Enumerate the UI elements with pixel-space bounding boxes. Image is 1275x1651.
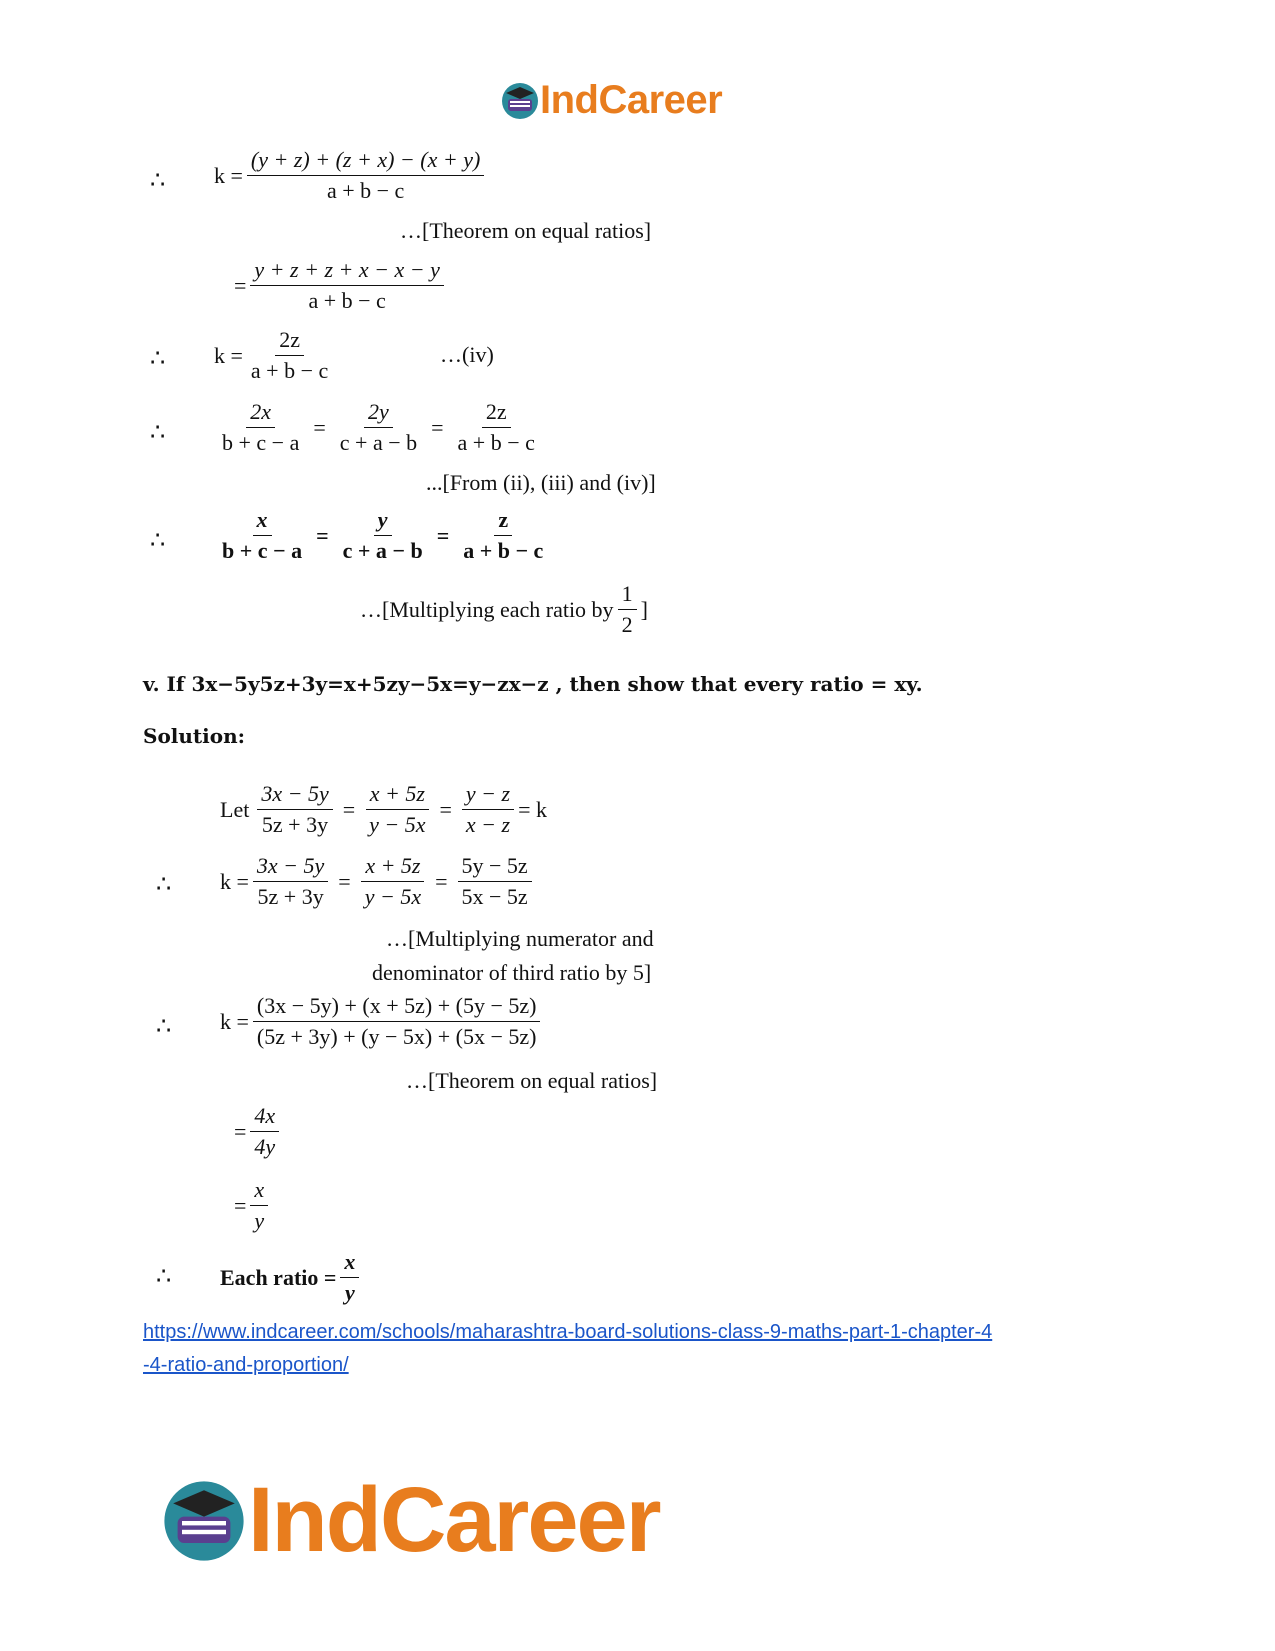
denominator: y − 5x — [369, 812, 426, 838]
note-multiplying-half — [360, 582, 648, 637]
fraction — [336, 400, 421, 455]
note-theorem-1: …[Theorem on equal ratios] — [400, 218, 652, 243]
graduation-book-icon — [500, 81, 540, 121]
let-equation — [220, 782, 547, 837]
numerator: (y + z) + (z + x) − (x + y) — [247, 148, 484, 176]
numerator: 5y − 5z — [458, 854, 532, 882]
ratios-2x-2y-2z — [214, 400, 543, 455]
numerator: (3x − 5y) + (x + 5z) + (5y − 5z) — [253, 994, 541, 1022]
denominator: b + c − a — [222, 430, 300, 456]
numerator: y + z + z + x − x − y — [250, 258, 443, 286]
note-theorem-2: …[Theorem on equal ratios] — [406, 1068, 658, 1093]
brand-name: IndCareer — [540, 78, 723, 122]
equals-sign: = — [316, 522, 329, 548]
therefore-symbol: ∴ — [156, 1264, 172, 1290]
numerator: z — [494, 508, 512, 536]
brand-logo-bottom — [160, 1468, 660, 1573]
denominator: 4y — [254, 1134, 276, 1160]
equals-sign: = — [342, 796, 356, 822]
numerator: 2y — [364, 400, 393, 428]
numerator: y − z — [462, 782, 514, 810]
fraction — [454, 400, 539, 455]
equals-sign: = — [234, 1118, 247, 1144]
denominator: y — [345, 1280, 355, 1306]
solution-label: Solution: — [143, 724, 246, 748]
therefore-symbol: ∴ — [156, 1014, 172, 1040]
numerator: 4x — [250, 1104, 279, 1132]
therefore-symbol: ∴ — [150, 168, 166, 194]
denominator: a + b − c — [457, 430, 535, 456]
numerator: 2z — [482, 400, 511, 428]
numerator: 2x — [246, 400, 275, 428]
numerator: 2z — [275, 328, 304, 356]
denominator: a + b − c — [463, 538, 544, 564]
question-v: v. If 3x−5y5z+3y=x+5zy−5x=y−zx−z , then show that every ratio = xy. — [143, 672, 923, 696]
fraction — [247, 328, 332, 383]
fraction — [250, 258, 443, 313]
equals-sign: = — [234, 272, 247, 298]
equation-tag-iv: …(iv) — [440, 342, 494, 367]
numerator: x + 5z — [366, 782, 429, 810]
fraction — [462, 782, 514, 837]
therefore-symbol: ∴ — [150, 346, 166, 372]
each-ratio-label: Each ratio = — [220, 1264, 337, 1290]
equals-sign: = — [338, 868, 351, 894]
note-from-ii-iii-iv: ...[From (ii), (iii) and (iv)] — [426, 470, 656, 495]
fraction-half — [618, 582, 637, 637]
denominator: 5z + 3y — [261, 812, 329, 838]
fraction — [361, 854, 425, 909]
fraction — [250, 1178, 268, 1233]
fraction — [257, 782, 332, 837]
equals-sign: = — [435, 868, 448, 894]
fraction — [458, 854, 532, 909]
equals-sign: = — [439, 796, 452, 822]
note-mult-line-2: denominator of third ratio by 5] — [372, 960, 652, 985]
numerator: 1 — [618, 582, 637, 610]
denominator: (5z + 3y) + (y − 5x) + (5x − 5z) — [256, 1024, 537, 1050]
fraction — [339, 508, 427, 563]
denominator: 5z + 3y — [257, 884, 324, 910]
fraction — [340, 1250, 359, 1305]
fraction — [247, 148, 484, 203]
k-label: k = — [220, 1008, 249, 1034]
fraction — [459, 508, 547, 563]
ratio-x-y — [234, 1178, 272, 1233]
equals-sign: = — [313, 414, 326, 440]
source-link[interactable] — [143, 1316, 1103, 1382]
denominator: a + b − c — [250, 358, 329, 384]
note-mult-line-1: …[Multiplying numerator and — [386, 926, 654, 951]
k-label: k = — [214, 162, 243, 188]
k-label: k = — [214, 342, 243, 368]
denominator: a + b − c — [326, 178, 405, 204]
source-link-line-2[interactable]: -4-ratio-and-proportion/ — [143, 1354, 349, 1376]
denominator: x − z — [465, 812, 511, 838]
therefore-symbol: ∴ — [150, 420, 166, 446]
fraction — [218, 508, 306, 563]
close-bracket: ] — [640, 596, 648, 622]
equals-sign: = — [431, 414, 444, 440]
denominator: y — [254, 1208, 265, 1234]
k-equation-1 — [214, 148, 488, 203]
brand-name: IndCareer — [248, 1469, 660, 1571]
denominator: b + c − a — [222, 538, 303, 564]
fraction — [253, 854, 328, 909]
note-text: …[Multiplying each ratio by — [360, 596, 614, 622]
ratio-4x-4y — [234, 1104, 283, 1159]
let-label: Let — [220, 796, 250, 822]
denominator: 2 — [621, 612, 633, 638]
numerator: x + 5z — [361, 854, 424, 882]
therefore-symbol: ∴ — [156, 872, 172, 898]
numerator: x — [340, 1250, 359, 1278]
final-ratios-x-y-z — [214, 508, 551, 563]
k-label: k = — [220, 868, 249, 894]
numerator: x — [250, 1178, 268, 1206]
graduation-book-icon — [160, 1477, 248, 1565]
k-equation-2 — [220, 854, 536, 909]
fraction — [218, 400, 303, 455]
k-sum-equation — [220, 994, 544, 1049]
equals-k: = k — [518, 796, 548, 822]
denominator: c + a − b — [342, 538, 423, 564]
numerator: y — [374, 508, 392, 536]
equals-sign: = — [436, 522, 450, 548]
brand-logo-top — [500, 78, 722, 123]
numerator: 3x − 5y — [257, 782, 332, 810]
fraction — [253, 994, 541, 1049]
denominator: c + a − b — [339, 430, 418, 456]
denominator: 5x − 5z — [461, 884, 528, 910]
fraction — [365, 782, 429, 837]
equals-sign: = — [234, 1192, 247, 1218]
k-equation-iv — [214, 328, 336, 383]
numerator: x — [253, 508, 272, 536]
step-2-equation — [234, 258, 448, 313]
numerator: 3x − 5y — [253, 854, 328, 882]
each-ratio-result — [220, 1250, 363, 1305]
source-link-line-1[interactable]: https://www.indcareer.com/schools/maharashtra-board-solutions-class-9-maths-part-1-chapter-4 — [143, 1321, 993, 1343]
denominator: a + b − c — [308, 288, 386, 314]
fraction — [250, 1104, 279, 1159]
denominator: y − 5x — [364, 884, 422, 910]
therefore-symbol: ∴ — [150, 528, 166, 554]
